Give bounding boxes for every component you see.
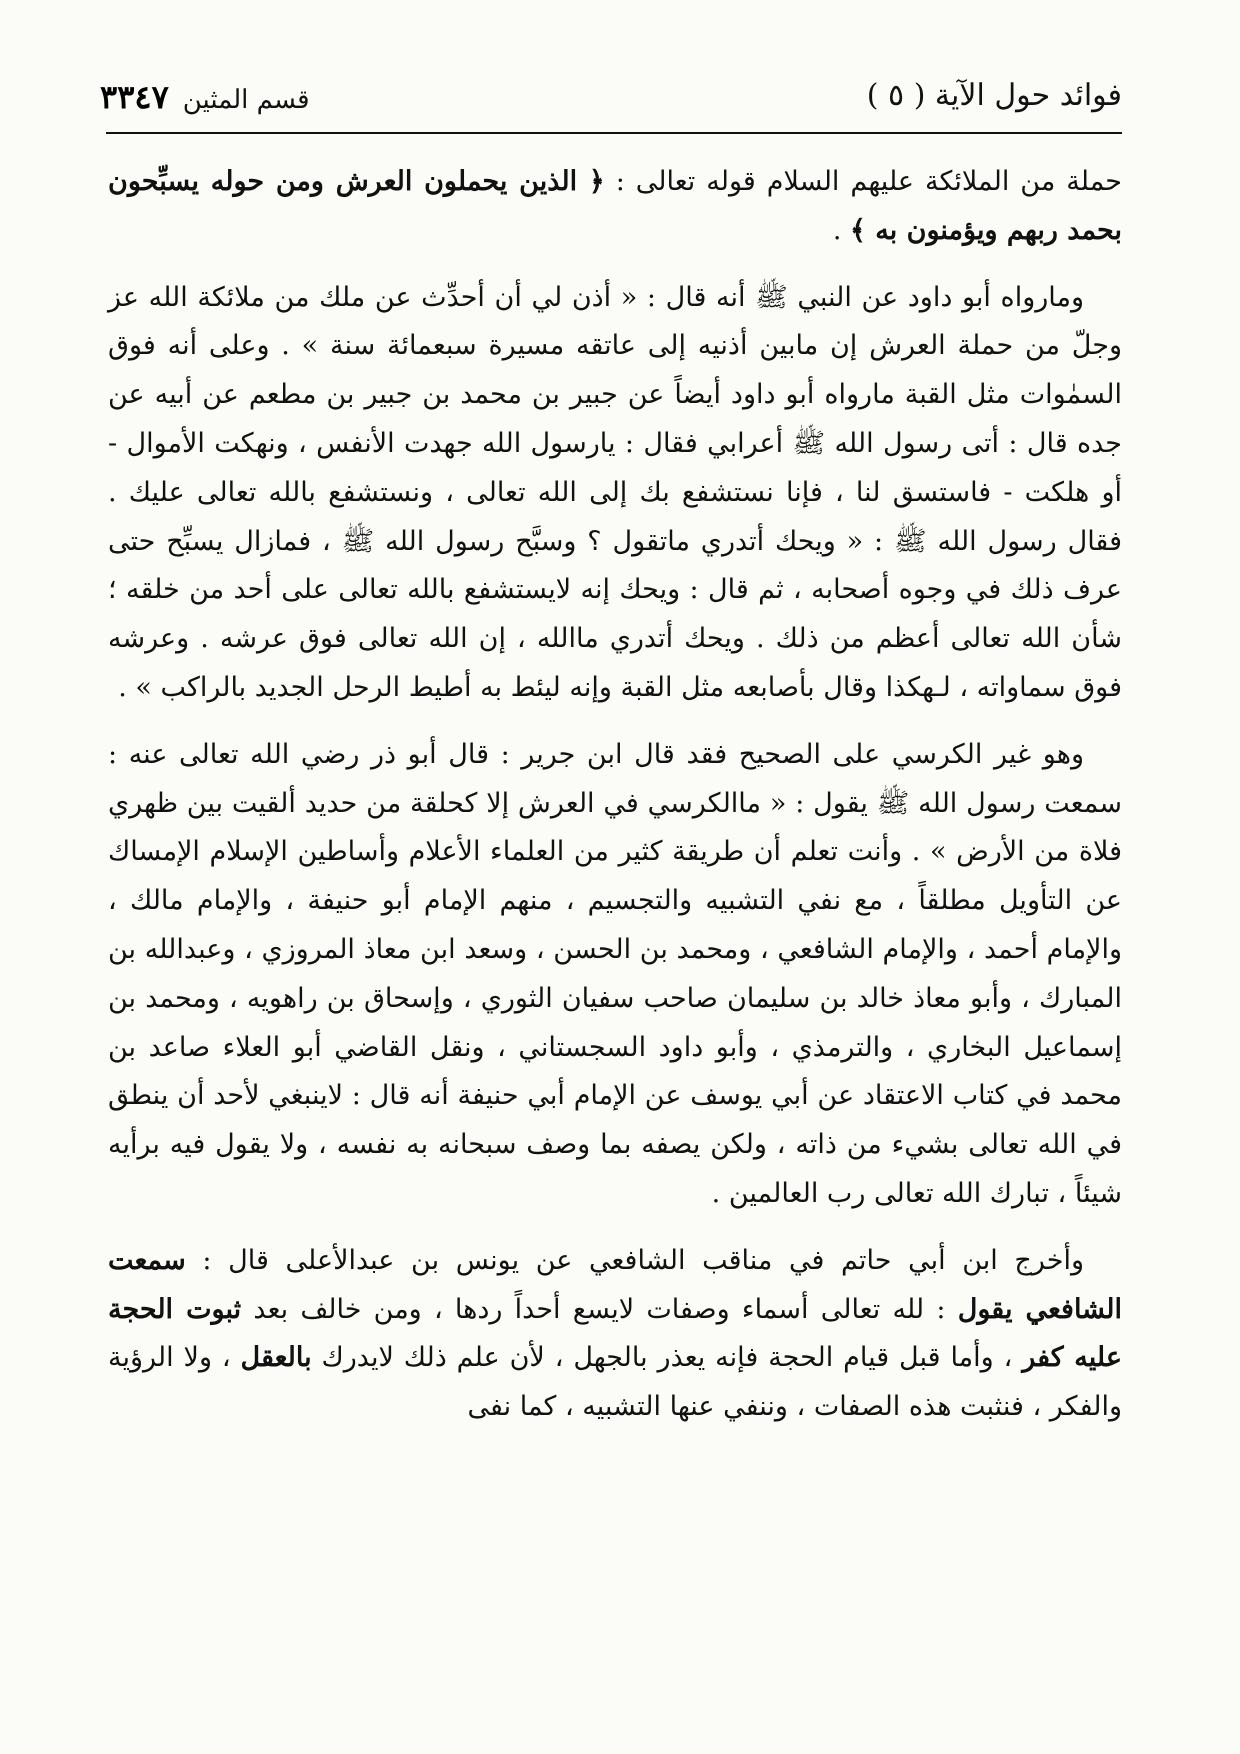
header-section-and-page [100, 78, 310, 116]
bold-run: ثبوت الحجة عليه كفر [108, 1293, 1122, 1374]
text-run: ومارواه أبو داود عن النبي ﷺ أنه قال : « أذن لي أن أحدِّث عن ملك من ملائكة الله عز وجلّ من حملة العرش إن مابين أذنيه إلى عاتقه مسيرة سبعمائة سنة » . وعلى أنه فوق السمٰوات مثل القبة مارواه أبو داود أيضاً عن جبير بن محمد بن جبير بن مطعم عن أبيه عن جده قال : أتى رسول الله ﷺ أعرابي فقال : يارسول الله جهدت الأنفس ، ونهكت الأموال - أو هلكت - فاستسق لنا ، فإنا نستشفع بك إلى الله تعالى ، ونستشفع بالله تعالى عليك . فقال رسول الله ﷺ : « ويحك أتدري ماتقول ؟ وسبَّح رسول الله ﷺ ، فمازال يسبِّح حتى عرف ذلك في وجوه أصحابه ، ثم قال : ويحك إنه لايستشفع بالله تعالى على أحد من خلقه ؛ شأن الله تعالى أعظم من ذلك . ويحك أتدري ماالله ، إن الله تعالى فوق عرشه . وعرشه فوق سماواته ، لـهكذا وقال بأصابعه مثل القبة وإنه ليئط به أطيط الرحل الجديد بالراكب » . [108, 281, 1122, 703]
header-rule [106, 132, 1122, 134]
chapter-title: فوائد حول الآية ( ٥ ) [866, 78, 1122, 113]
text-run: : لله تعالى أسماء وصفات لايسع أحداً ردها ، ومن خالف بعد [241, 1293, 958, 1325]
section-label: قسم المثين [182, 85, 310, 115]
bold-run: بالعقل [240, 1342, 312, 1374]
paragraph-2 [108, 274, 1122, 713]
body-text [108, 158, 1122, 1432]
text-run: وهو غير الكرسي على الصحيح فقد قال ابن جرير : قال أبو ذر رضي الله تعالى عنه : سمعت رسول الله ﷺ يقول : « ماالكرسي في العرش إلا كحلقة من حديد ألقيت بين ظهري فلاة من الأرض » . وأنت تعلم أن طريقة كثير من العلماء الأعلام وأساطين الإسلام الإمساك عن التأويل مطلقاً ، مع نفي التشبيه والتجسيم ، منهم الإمام أبو حنيفة ، والإمام مالك ، والإمام أحمد ، والإمام الشافعي ، ومحمد بن الحسن ، وسعد ابن معاذ المروزي ، وعبدالله بن المبارك ، وأبو معاذ خالد بن سليمان صاحب سفيان الثوري ، وإسحاق بن راهويه ، ومحمد بن إسماعيل البخاري ، والترمذي ، وأبو داود السجستاني ، ونقل القاضي أبو العلاء صاعد بن محمد في كتاب الاعتقاد عن أبي يوسف عن الإمام أبي حنيفة أنه قال : لاينبغي لأحد أن ينطق في الله تعالى بشيء من ذاته ، ولكن يصفه بما وصف سبحانه به نفسه ، ولا يقول فيه برأيه شيئاً ، تبارك الله تعالى رب العالمين . [108, 738, 1122, 1209]
text-run: حملة من الملائكة عليهم السلام قوله تعالى : [604, 166, 1122, 197]
paragraph-1 [108, 158, 1122, 256]
text-run: . [832, 214, 850, 246]
text-run: ، وأما قبل قيام الحجة فإنه يعذر بالجهل ، لأن علم ذلك لايدرك [311, 1342, 1023, 1374]
page-number: ٣٣٤٧ [100, 78, 169, 116]
bold-run: سمعت الشافعي يقول [108, 1244, 1122, 1325]
paragraph-3 [108, 731, 1122, 1219]
bold-run: ﴿ الذين يحملون العرش ومن حوله يسبِّحون بحمد ربهم ويؤمنون به ﴾ [108, 166, 1122, 246]
text-run: وأخرج ابن أبي حاتم في مناقب الشافعي عن يونس بن عبدالأعلى قال : [185, 1244, 1084, 1276]
text-run: ، ولا الرؤية والفكر ، فنثبت هذه الصفات ، وننفي عنها التشبيه ، كما نفى [108, 1342, 1122, 1423]
running-header [100, 78, 1122, 118]
paragraph-4 [108, 1237, 1122, 1432]
